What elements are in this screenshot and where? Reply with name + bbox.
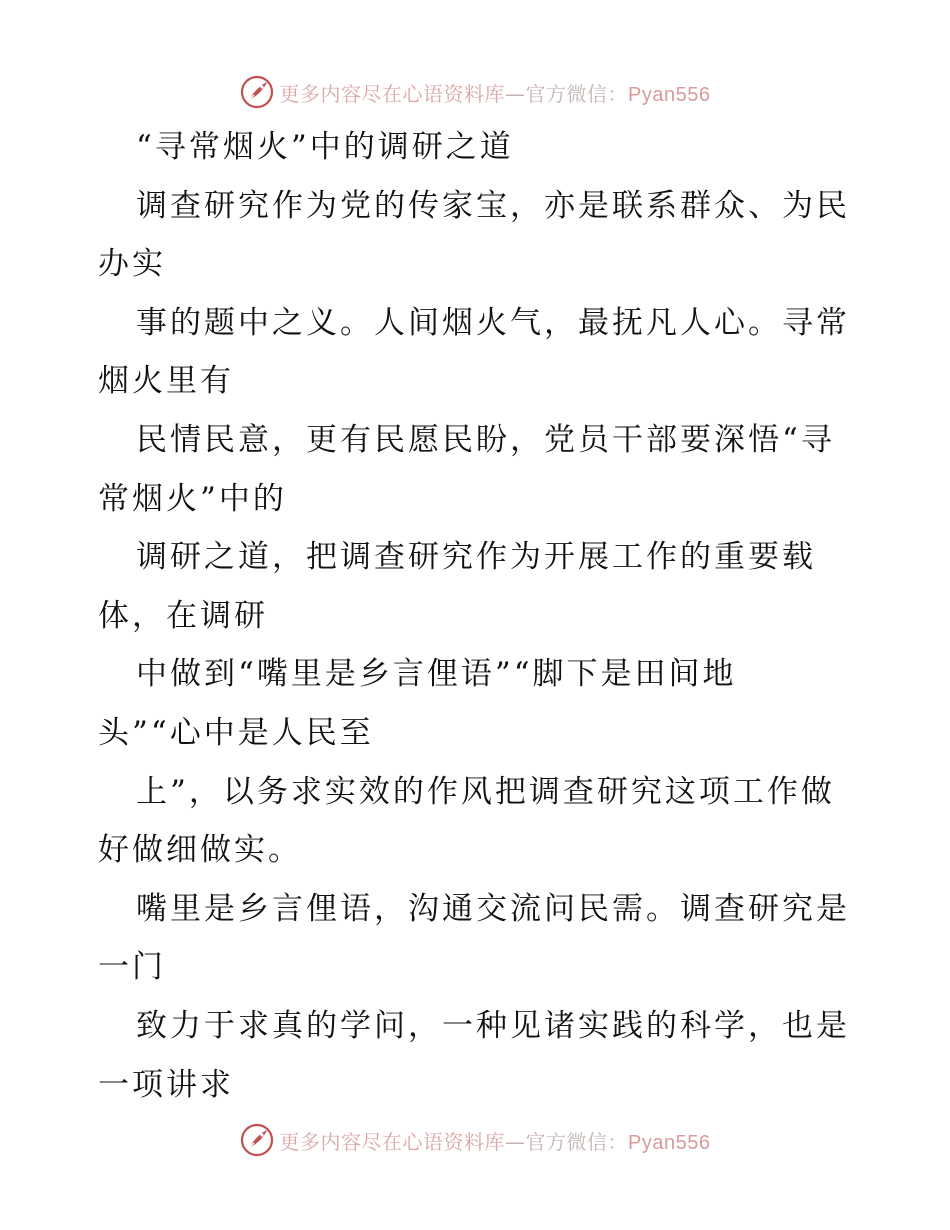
header-banner-handle: Pyan556 (628, 83, 711, 106)
paragraph-line: 上”，以务求实效的作风把调查研究这项工作做 (136, 773, 835, 810)
paragraph-line: 嘴里是乡言俚语，沟通交流问民需。调查研究是 (136, 890, 850, 927)
paragraph-line: 好做细做实。 (98, 832, 302, 869)
header-banner-part2: —官方微信： (505, 81, 629, 106)
paragraph-line: 调查研究作为党的传家宝，亦是联系群众、为民 (136, 187, 850, 224)
paragraph-line: 事的题中之义。人间烟火气，最抚凡人心。寻常 (136, 304, 850, 341)
paragraph-line: 民情民意，更有民愿民盼，党员干部要深悟“寻 (136, 421, 835, 458)
header-watermark (0, 72, 950, 112)
footer-banner-handle: Pyan556 (628, 1131, 711, 1154)
paragraph-line: 办实 (98, 246, 166, 283)
paragraph-line: 一门 (98, 949, 166, 986)
paragraph-line: 一项讲求 (98, 1066, 234, 1103)
paragraph-line: 体，在调研 (98, 597, 268, 634)
header-watermark-text (280, 78, 711, 107)
quill-pen-icon (240, 75, 274, 109)
paragraph-line: 调研之道，把调查研究作为开展工作的重要载 (136, 539, 816, 576)
header-banner-part1: 更多内容尽在心语资料库 (279, 81, 506, 106)
header-watermark-inner (240, 75, 711, 109)
footer-banner-part2: —官方微信： (505, 1129, 629, 1154)
paragraph-line: 头”“心中是人民至 (98, 714, 374, 751)
quill-pen-icon (240, 1123, 274, 1157)
paragraph-line: 烟火里有 (98, 363, 234, 400)
footer-watermark-text (280, 1126, 711, 1155)
document-title: “寻常烟火”中的调研之道 (136, 129, 514, 165)
footer-watermark-inner (240, 1123, 711, 1157)
document-body (98, 118, 858, 1114)
footer-watermark (0, 1120, 950, 1160)
paragraph-line: 中做到“嘴里是乡言俚语”“脚下是田间地 (136, 656, 737, 693)
paragraph-line: 致力于求真的学问，一种见诸实践的科学，也是 (136, 1007, 850, 1044)
paragraph-line: 常烟火”中的 (98, 480, 287, 517)
footer-banner-part1: 更多内容尽在心语资料库 (279, 1129, 506, 1154)
